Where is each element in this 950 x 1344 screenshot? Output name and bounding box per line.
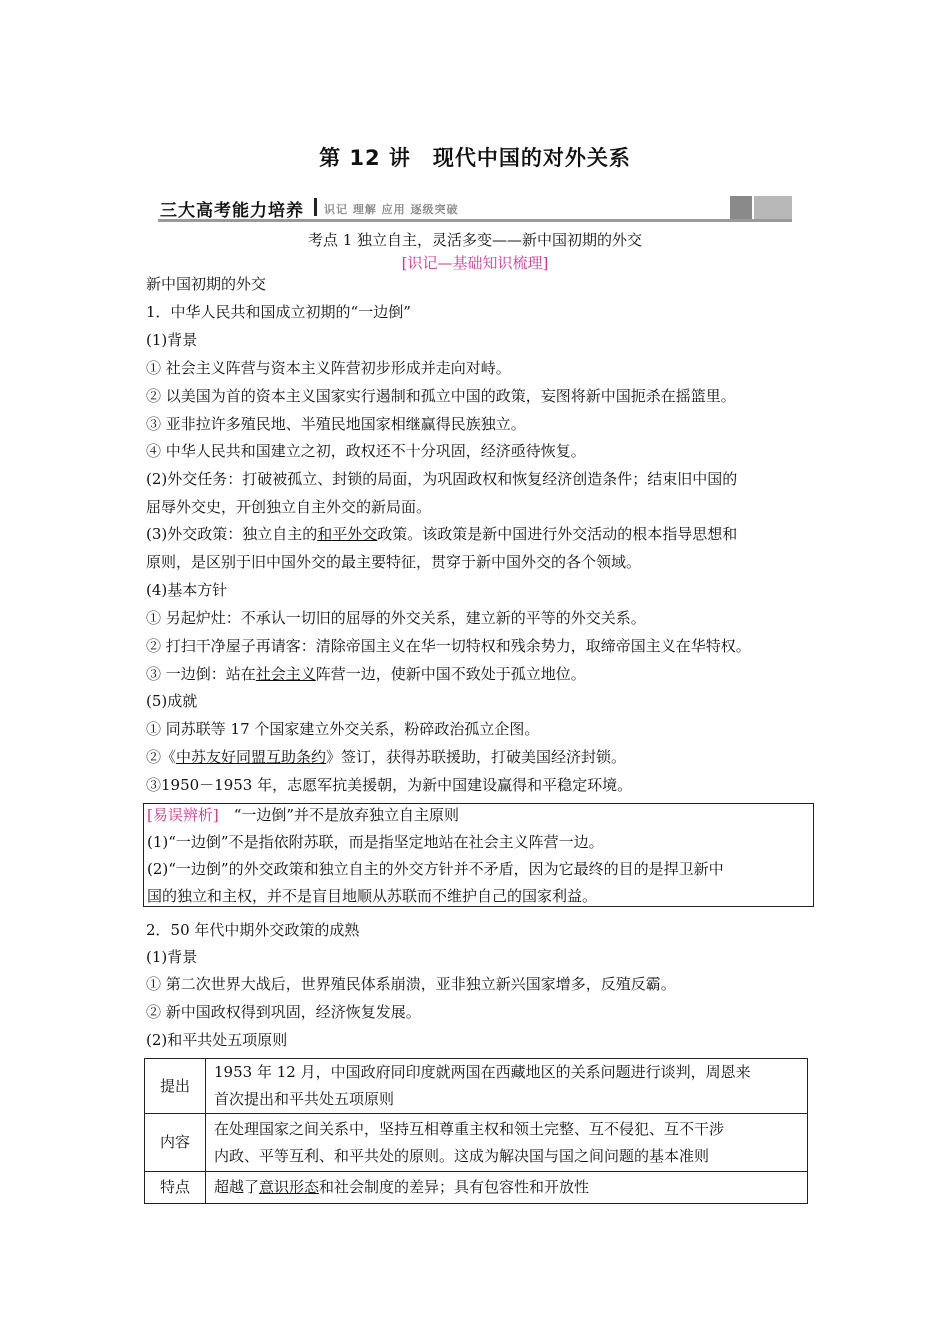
principle-3-a: ③ 一边倒：站在	[146, 665, 256, 683]
achievement-heading: (5)成就	[146, 692, 198, 710]
achievement-1: ① 同苏联等 17 个国家建立外交关系，粉碎政治孤立企图。	[146, 720, 540, 738]
policy-line-1	[146, 520, 737, 548]
proposal-line-2: 首次提出和平共处五项原则	[214, 1090, 395, 1108]
bg2-heading: (1)背景	[146, 948, 198, 966]
misconception-tag: [易误辨析]	[147, 806, 219, 824]
principle-heading: (4)基本方针	[146, 581, 228, 599]
bg2-item-1: ① 第二次世界大战后，世界殖民体系崩溃，亚非独立新兴国家增多，反殖反霸。	[146, 975, 676, 993]
features-underlined: 意识形态	[259, 1178, 320, 1196]
task-line-1: (2)外交任务：打破被孤立、封锁的局面，为巩固政权和恢复经济创造条件；结束旧中国的	[146, 470, 738, 488]
banner-block-light	[754, 196, 792, 219]
features-a: 超越了	[214, 1178, 260, 1196]
proposal-line-1: 1953 年 12 月，中国政府同印度就两国在西藏地区的关系问题进行谈判，周恩来	[214, 1063, 751, 1081]
achievement-2	[146, 743, 626, 771]
achievement-2-a: ②《	[146, 748, 177, 766]
bg-item-2: ② 以美国为首的资本主义国家实行遏制和孤立中国的政策，妄图将新中国扼杀在摇篮里。	[146, 387, 736, 405]
achievement-2-b: 》签订，获得苏联援助，打破美国经济封锁。	[326, 748, 627, 766]
row-header-content: 内容	[145, 1114, 206, 1172]
section-banner	[158, 196, 792, 222]
achievement-2-underlined: 中苏友好同盟互助条约	[176, 748, 327, 766]
table-row	[145, 1114, 808, 1172]
table-row	[145, 1172, 808, 1204]
policy-underlined: 和平外交	[317, 525, 378, 543]
subtitle-2: 2．50 年代中期外交政策的成熟	[146, 921, 360, 939]
row-content-content	[206, 1114, 808, 1172]
bg-item-4: ④ 中华人民共和国建立之初，政权还不十分巩固，经济亟待恢复。	[146, 442, 586, 460]
policy-text-b: 政策。该政策是新中国进行外交活动的根本指导思想和	[377, 525, 738, 543]
policy-line-2: 原则，是区别于旧中国外交的最主要特征，贯穿于新中国外交的各个领域。	[146, 553, 642, 571]
bg-item-1: ① 社会主义阵营与资本主义阵营初步形成并走向对峙。	[146, 359, 511, 377]
principle-3	[146, 660, 586, 688]
achievement-3: ③1950－1953 年，志愿军抗美援朝，为新中国建设赢得和平稳定环境。	[146, 776, 633, 794]
content-line-1: 在处理国家之间关系中，坚持互相尊重主权和领土完整、互不侵犯、互不干涉	[214, 1119, 725, 1138]
features-b: 和社会制度的差异；具有包容性和开放性	[319, 1178, 590, 1196]
subtitle-1: 1．中华人民共和国成立初期的“一边倒”	[146, 303, 411, 321]
misconception-box	[143, 803, 814, 907]
five-principles-heading: (2)和平共处五项原则	[146, 1031, 288, 1049]
misconception-line-3: 国的独立和主权，并不是盲目地顺从苏联而不维护自己的国家利益。	[147, 887, 598, 905]
intro-line: 新中国初期的外交	[146, 275, 267, 293]
policy-text-a: (3)外交政策：独立自主的	[146, 525, 318, 543]
row-content-features	[206, 1172, 808, 1204]
principle-2: ② 打扫干净屋子再请客：清除帝国主义在华一切特权和残余势力，取缔帝国主义在华特权。	[146, 637, 751, 655]
row-header-features: 特点	[145, 1172, 206, 1204]
five-principles-table	[144, 1058, 808, 1204]
table-row	[145, 1059, 808, 1114]
content-line-2: 内政、平等互利、和平共处的原则。这成为解决国与国之间问题的基本准则	[214, 1146, 710, 1165]
misconception-line-2: (2)“一边倒”的外交政策和独立自主的外交方针并不矛盾，因为它最终的目的是捍卫新中	[147, 860, 724, 878]
banner-block-dark	[730, 196, 752, 219]
banner-title: 三大高考能力培养	[160, 201, 304, 221]
topic-heading: 考点 1 独立自主，灵活多变——新中国初期的外交	[307, 231, 643, 249]
task-line-2: 屈辱外交史，开创独立自主外交的新局面。	[146, 498, 432, 516]
row-content-proposal	[206, 1059, 808, 1114]
misconception-head	[147, 801, 459, 829]
bg-item-3: ③ 亚非拉许多殖民地、半殖民地国家相继赢得民族独立。	[146, 415, 526, 433]
principle-3-underlined: 社会主义	[255, 665, 316, 683]
banner-separator	[314, 198, 317, 216]
banner-subtitle: 识记 理解 应用 逐级突破	[324, 203, 459, 216]
page-title: 第 12 讲 现代中国的对外关系	[319, 146, 631, 170]
misconception-line-1: (1)“一边倒”不是指依附苏联，而是指坚定地站在社会主义阵营一边。	[147, 833, 604, 851]
row-header-proposal: 提出	[145, 1059, 206, 1114]
principle-1: ① 另起炉灶：不承认一切旧的屈辱的外交关系，建立新的平等的外交关系。	[146, 609, 646, 627]
bg-heading: (1)背景	[146, 331, 198, 349]
misconception-title: “一边倒”并不是放弃独立自主原则	[218, 806, 460, 824]
section-tag: [识记—基础知识梳理]	[401, 254, 549, 272]
bg2-item-2: ② 新中国政权得到巩固，经济恢复发展。	[146, 1003, 421, 1021]
principle-3-b: 阵营一边，使新中国不致处于孤立地位。	[315, 665, 586, 683]
